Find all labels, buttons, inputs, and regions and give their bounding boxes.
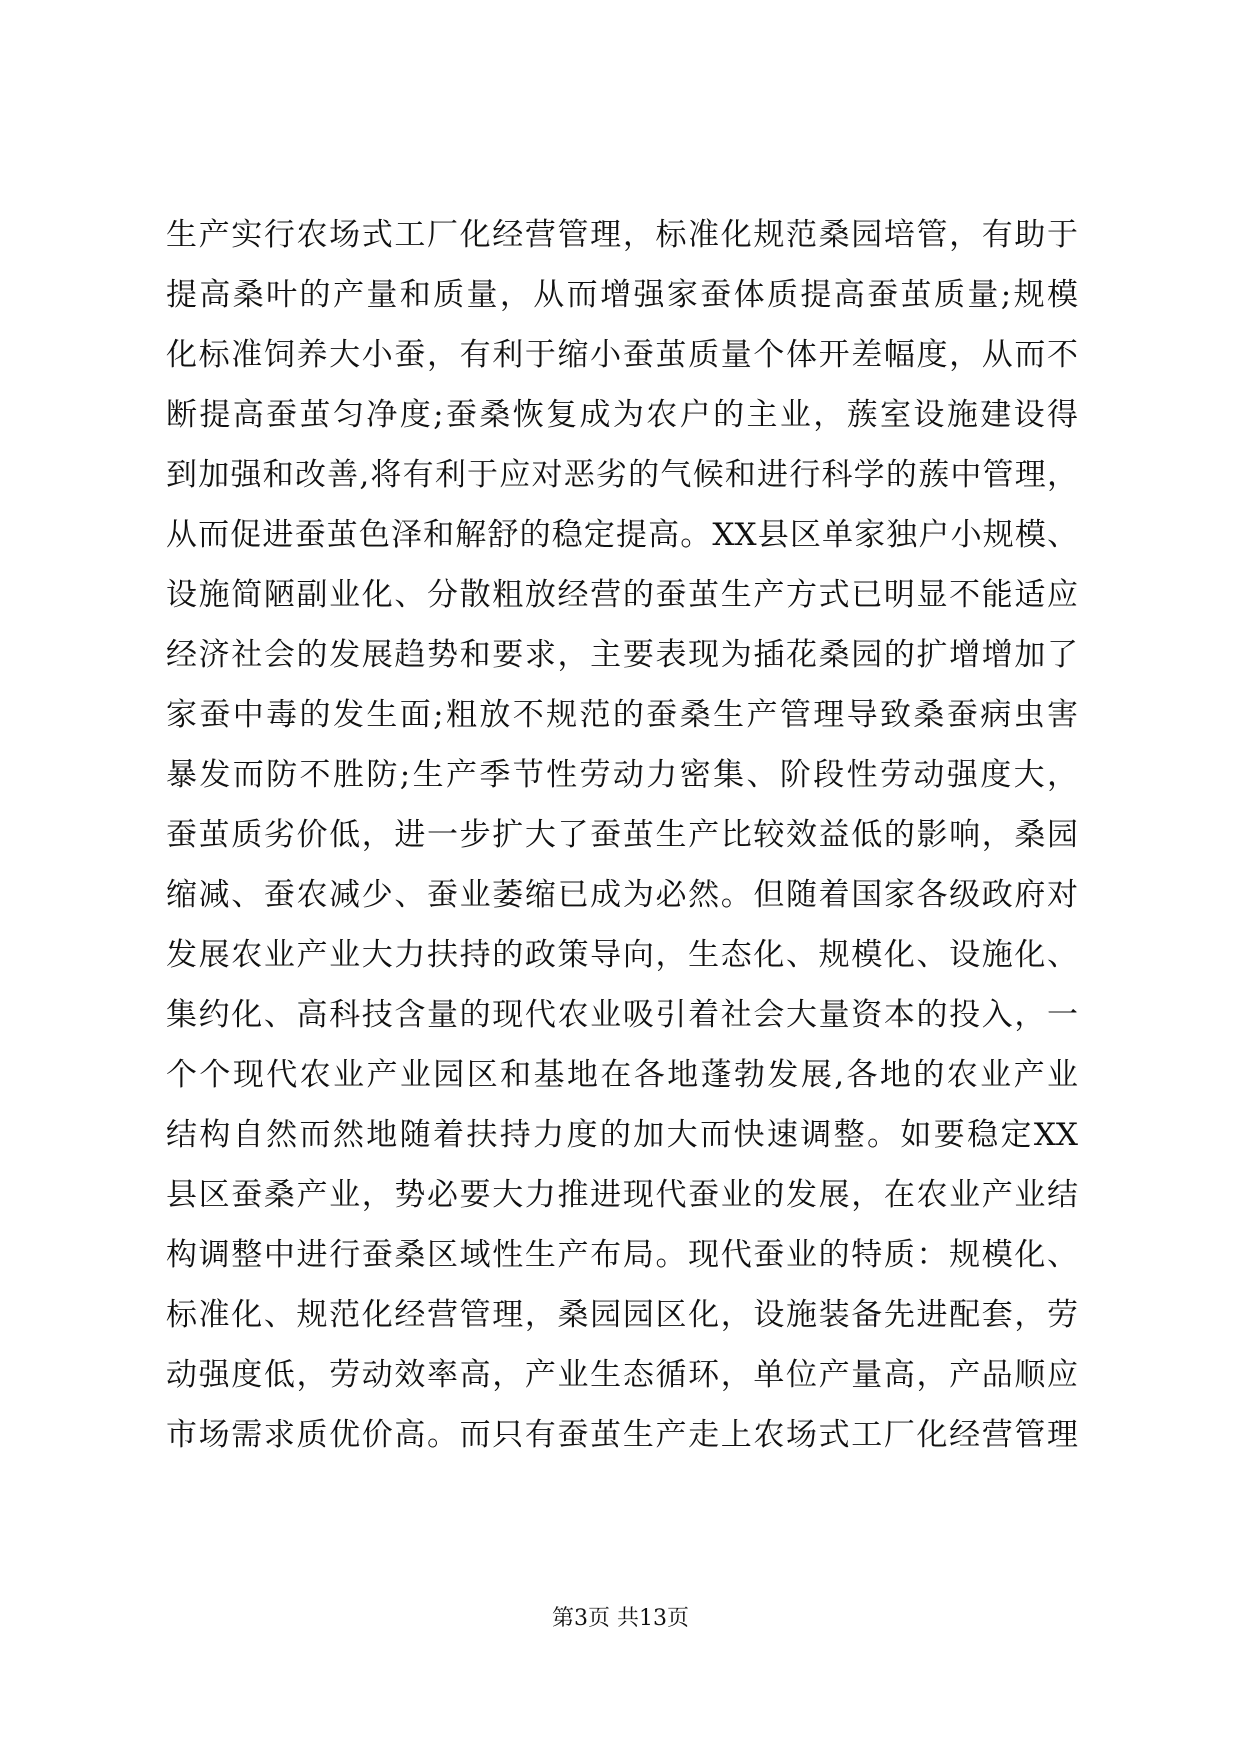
text-line: 个个现代农业产业园区和基地在各地蓬勃发展,各地的农业产业 (166, 1057, 1078, 1093)
text-line: 蚕茧质劣价低，进一步扩大了蚕茧生产比较效益低的影响，桑园 (166, 817, 1078, 853)
text-line: 暴发而防不胜防;生产季节性劳动力密集、阶段性劳动强度大， (166, 757, 1078, 793)
text-line: 化标准饲养大小蚕，有利于缩小蚕茧质量个体开差幅度，从而不 (166, 337, 1078, 373)
document-body (166, 205, 1078, 1465)
text-line: 到加强和改善,将有利于应对恶劣的气候和进行科学的蔟中管理， (166, 457, 1078, 493)
text-line: 提高桑叶的产量和质量，从而增强家蚕体质提高蚕茧质量;规模 (166, 277, 1078, 313)
text-line: 动强度低，劳动效率高，产业生态循环，单位产量高，产品顺应 (166, 1357, 1078, 1393)
text-line: 从而促进蚕茧色泽和解舒的稳定提高。XX县区单家独户小规模、 (166, 517, 1078, 553)
text-line: 家蚕中毒的发生面;粗放不规范的蚕桑生产管理导致桑蚕病虫害 (166, 697, 1078, 733)
text-line: 生产实行农场式工厂化经营管理，标准化规范桑园培管，有助于 (166, 217, 1078, 253)
text-line: 构调整中进行蚕桑区域性生产布局。现代蚕业的特质：规模化、 (166, 1237, 1078, 1273)
text-line: 设施简陋副业化、分散粗放经营的蚕茧生产方式已明显不能适应 (166, 577, 1078, 613)
page-number-footer: 第3页 共13页 (552, 1606, 689, 1631)
text-line: 标准化、规范化经营管理，桑园园区化，设施装备先进配套，劳 (166, 1297, 1078, 1333)
text-line: 经济社会的发展趋势和要求，主要表现为插花桑园的扩增增加了 (166, 637, 1078, 673)
text-line: 市场需求质优价高。而只有蚕茧生产走上农场式工厂化经营管理 (166, 1417, 1078, 1453)
text-line: 结构自然而然地随着扶持力度的加大而快速调整。如要稳定XX (166, 1117, 1078, 1153)
text-line: 断提高蚕茧匀净度;蚕桑恢复成为农户的主业，蔟室设施建设得 (166, 397, 1078, 433)
text-line: 缩减、蚕农减少、蚕业萎缩已成为必然。但随着国家各级政府对 (166, 877, 1078, 913)
text-line: 集约化、高科技含量的现代农业吸引着社会大量资本的投入，一 (166, 997, 1078, 1033)
text-line: 县区蚕桑产业，势必要大力推进现代蚕业的发展，在农业产业结 (166, 1177, 1078, 1213)
text-line: 发展农业产业大力扶持的政策导向，生态化、规模化、设施化、 (166, 937, 1078, 973)
